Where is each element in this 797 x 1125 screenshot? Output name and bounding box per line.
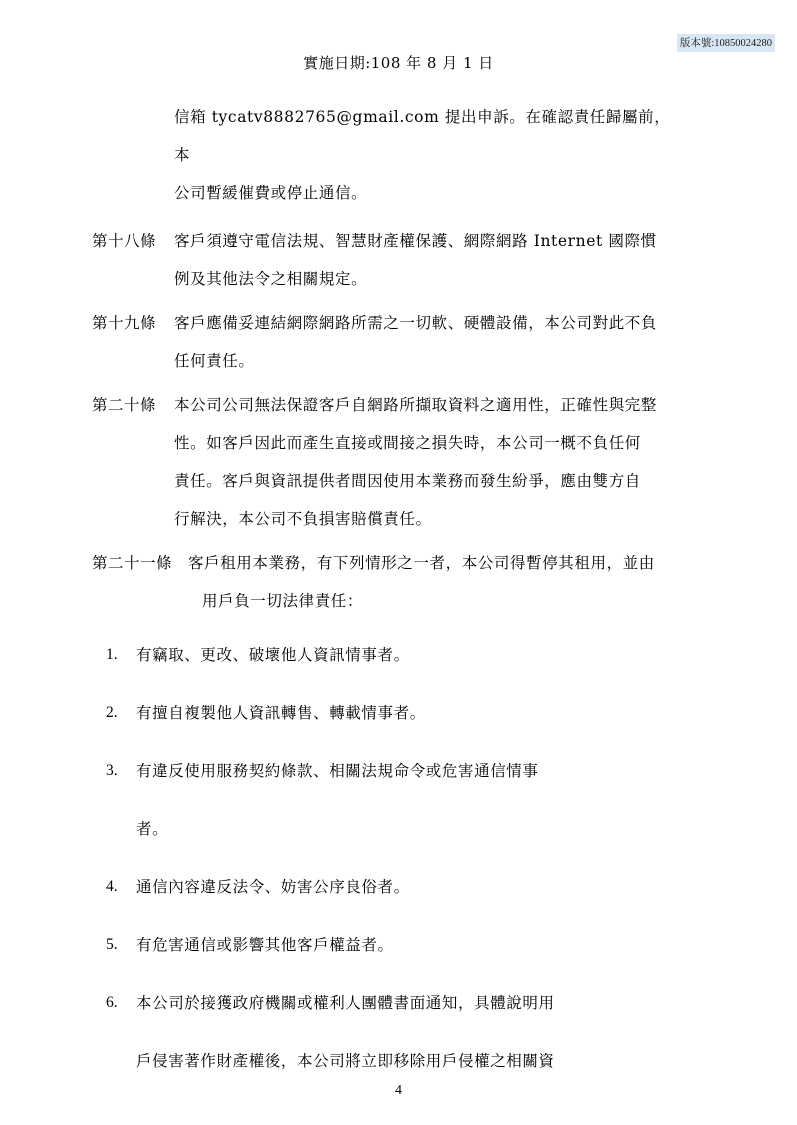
clause-19 (92, 304, 682, 380)
list-item (92, 684, 682, 742)
clause-19-line-1: 客戶應備妥連結網際網路所需之一切軟、硬體設備，本公司對此不負 (174, 314, 658, 332)
clause-18-label: 第十八條 (92, 232, 157, 250)
clause-21 (92, 544, 682, 620)
clause-19-line-2: 任何責任。 (174, 352, 255, 370)
list-item-3-line-1: 有違反使用服務契約條款、相關法規命令或危害通信情事 (136, 762, 539, 780)
clause-21-line-2: 用戶負一切法律責任： (202, 592, 364, 610)
clause-18 (92, 222, 682, 298)
list-item-6-line-1: 本公司於接獲政府機關或權利人團體書面通知，具體說明用 (136, 994, 555, 1012)
clause-20-line-4: 行解決，本公司不負損害賠償責任。 (174, 510, 432, 528)
list-item-3-marker: 3. (106, 762, 118, 779)
list-item-4-text (136, 858, 682, 916)
clause-20-line-3: 責任。客戶與資訊提供者間因使用本業務而發生紛爭，應由雙方自 (174, 472, 641, 490)
clause-18-line-1: 客戶須遵守電信法規、智慧財產權保護、網際網路 Internet 國際慣 (174, 232, 657, 250)
list-item-2-line-1: 有擅自複製他人資訊轉售、轉載情事者。 (136, 704, 426, 722)
list-item (92, 858, 682, 916)
list-item-6-marker: 6. (106, 994, 118, 1011)
clause-20-line-2: 性。如客戶因此而產生直接或間接之損失時，本公司一概不負任何 (174, 434, 641, 452)
list-item-2-text (136, 684, 682, 742)
page-number: 4 (395, 1083, 402, 1098)
list-item (92, 974, 682, 1090)
list-item-4-line-1: 通信內容違反法令、妨害公序良俗者。 (136, 878, 410, 896)
list-item-3-text (136, 742, 682, 858)
clause-21-label: 第二十一條 (92, 554, 173, 572)
clause-18-line-2: 例及其他法令之相關規定。 (174, 270, 368, 288)
list-item-5-line-1: 有危害通信或影響其他客戶權益者。 (136, 936, 394, 954)
document-body (92, 98, 682, 1090)
list-item (92, 916, 682, 974)
clause-20-body (174, 386, 682, 538)
clause-19-body (174, 304, 682, 380)
numbered-list (92, 626, 682, 1090)
list-item-5-text (136, 916, 682, 974)
clause-20 (92, 386, 682, 538)
continuation-line-1: 信箱 tycatv8882765@gmail.com 提出申訴。在確認責任歸屬前，本 (174, 108, 671, 164)
list-item-2-marker: 2. (106, 704, 118, 721)
clause-21-body (188, 544, 682, 620)
list-item-3-line-2: 者。 (136, 820, 169, 838)
list-item-5-marker: 5. (106, 936, 118, 953)
clause-20-line-1: 本公司公司無法保證客戶自網路所擷取資料之適用性，正確性與完整 (174, 396, 658, 414)
clause-20-label: 第二十條 (92, 396, 157, 414)
continuation-line-2: 公司暫緩催費或停止通信。 (174, 184, 368, 202)
list-item (92, 626, 682, 684)
list-item-6-text (136, 974, 682, 1090)
clause-19-label: 第十九條 (92, 314, 157, 332)
clause-21-line-1: 客戶租用本業務，有下列情形之一者，本公司得暫停其租用，並由 (188, 554, 655, 572)
continuation-paragraph (92, 98, 682, 212)
list-item (92, 742, 682, 858)
list-item-1-marker: 1. (106, 646, 118, 663)
list-item-6-line-2: 戶侵害著作財產權後，本公司將立即移除用戶侵權之相關資 (136, 1052, 555, 1070)
clause-18-body (174, 222, 682, 298)
list-item-1-line-1: 有竊取、更改、破壞他人資訊情事者。 (136, 646, 410, 664)
list-item-1-text (136, 626, 682, 684)
document-header: 實施日期:108 年 8 月 1 日 (303, 54, 494, 72)
list-item-4-marker: 4. (106, 878, 118, 895)
version-stamp: 版本號:10850024280 (677, 34, 775, 52)
